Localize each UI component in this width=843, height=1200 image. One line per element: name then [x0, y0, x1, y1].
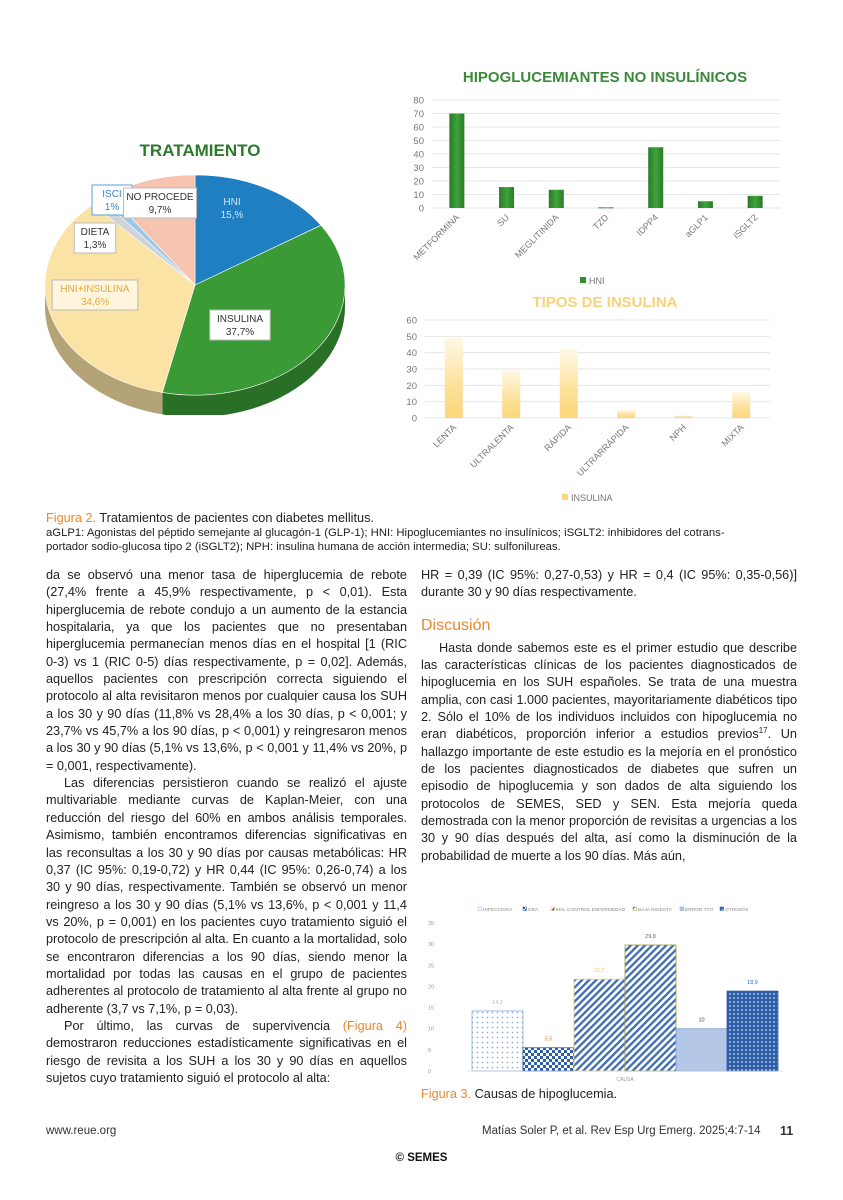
figure2-label: Figura 2.	[46, 511, 97, 525]
bar-gea	[523, 1048, 574, 1071]
pie-value-label: 1%	[104, 202, 120, 213]
pie-title: TRATAMIENTO	[139, 141, 261, 160]
legend-label: OTROS/NI	[725, 908, 749, 913]
y-tick-label: 20	[406, 380, 417, 392]
bar-nph	[675, 416, 693, 418]
y-tick-label: 50	[406, 331, 417, 343]
data-label: 21,7	[594, 968, 605, 975]
pie-value-label: 34,6%	[80, 297, 110, 308]
y-tick-label: 50	[413, 136, 424, 147]
y-tick-label: 0	[428, 1069, 432, 1075]
footer-citation: Matías Soler P, et al. Rev Esp Urg Emerg. 2025;4:7-14	[482, 1125, 761, 1137]
discussion-heading: Discusión	[421, 616, 491, 634]
x-tick-label: IDPP4	[634, 212, 661, 238]
y-tick-label: 10	[406, 397, 417, 409]
legend-label: ERROR TTO	[685, 908, 714, 913]
bar-baja-ingesta	[625, 945, 676, 1071]
data-label: 14,2	[492, 999, 503, 1006]
legend-swatch	[580, 277, 586, 283]
pie-value-label: 37,7%	[225, 327, 255, 338]
hni-chart-title: HIPOGLUCEMIANTES NO INSULÍNICOS	[462, 69, 748, 86]
legend-label: MAL CONTROL ENFERMEDAD	[556, 908, 626, 913]
legend-swatch	[633, 907, 637, 911]
y-tick-label: 5	[428, 1047, 432, 1054]
legend-label: INFECCIOSA	[483, 908, 513, 913]
y-tick-label: 35	[428, 921, 435, 927]
x-tick-label: SU	[495, 212, 511, 229]
figure2-note-line2: portador sodio-glucosa tipo 2 (iSGLT2); NPH: insulina humana de acción intermedia; SU: sulfonilureas.	[46, 541, 561, 553]
bar-aglp1	[698, 201, 713, 208]
p1-text-b: . Un hallazgo importante de este estudio es la mejoría en el pronóstico de los pacientes diagnosticados de diabetes que sufren un episodio de hipoglucemia y son dados de alta siguiendo los protocolos de SEMES, SED y SEN. Esta mejoría queda demostrada con la menor proporción de revisitas a urgencias a los 30 y 90 días después del alta, así como la disminución de la probabilidad de muerte a los 90 días. Más aún,	[421, 727, 797, 863]
left-paragraph-1: da se observó una menor tasa de hiperglucemia de rebote (27,4% frente a 45,9% respectivamente, p < 0,01). Esta hiperglucemia de rebote condujo a un aumento de la estancia hospitalaria, ya que los pacientes que no presentaban hiperglucemia permanecían menos días en el hospital [1 (RIC 0-3) vs 1 (RIC 0-5) días respectivamente, p = 0,02]. Además, aquellos pacientes con prescripción correcta siguiendo el protocolo al alta revisitaron menos por cualquier causa los SUH a los 30 y 90 días (11,8% vs 28,4% a los 30 días, p < 0,001; y 23,7% vs 45,7% a los 90 días, p < 0,001) y reingresaron menos a los 30 y 90 días (5,1% vs 13,6%, p < 0,001 y 11,4% vs 20%, p = 0,001, respectivamente).	[46, 568, 407, 773]
x-tick-label: iSGLT2	[731, 212, 760, 241]
pie-label: DIETA	[80, 227, 110, 238]
pie-label: ISCI	[102, 189, 122, 200]
x-tick-label: RÁPIDA	[542, 422, 574, 454]
pie-value-label: 1,3%	[83, 240, 107, 251]
bar-ultrarrápida	[617, 410, 635, 418]
figure3-title: Causas de hipoglucemia.	[474, 1087, 618, 1101]
legend-label: BAJA INGESTA	[638, 908, 672, 913]
bar-idpp4	[648, 147, 663, 208]
x-tick-label: MEGLITINIDA	[512, 212, 561, 261]
footer-website[interactable]: www.reue.org	[46, 1125, 117, 1137]
p1-text-a: Hasta donde sabemos este es el primer estudio que describe las características clínicas de los pacientes diagnosticados de hipoglucemia en los SUH españoles. Se trata de una muestra amplia, con casi 1.000 pacientes, mayoritariamente diabéticos tipo 2. Sólo el 10% de los individuos incluidos con hipoglucemia no eran diabéticos, proporción inferior a estudios previos	[421, 640, 797, 742]
p3-text-after: demostraron reducciones estadísticamente significativas en el riesgo de revisita a los SUH a los 30 y 90 días en aquellos sujetos cuyo tratamiento siguió el protocolo al alta:	[46, 1036, 407, 1085]
bar-infecciosa	[472, 1011, 523, 1071]
right-paragraph-1	[421, 640, 797, 865]
y-tick-label: 30	[428, 942, 435, 949]
figure3-label: Figura 3.	[421, 1087, 472, 1101]
y-tick-label: 15	[428, 1005, 435, 1012]
y-tick-label: 10	[413, 190, 424, 201]
pie-label: INSULINA	[216, 314, 264, 325]
legend-label: HNI	[589, 276, 605, 286]
legend-swatch	[562, 494, 568, 500]
page-number: 11	[780, 1124, 794, 1138]
bar-mal-control-enfermedad	[574, 979, 625, 1071]
bar-su	[499, 187, 514, 208]
x-tick-label: LENTA	[431, 422, 459, 450]
data-label: 10	[698, 1017, 705, 1024]
data-label: 18,9	[747, 980, 758, 987]
y-tick-label: 60	[406, 315, 417, 327]
legend-swatch	[551, 907, 555, 911]
legend-swatch	[680, 907, 684, 911]
y-tick-label: 60	[413, 122, 424, 134]
bar-metformina	[449, 114, 464, 209]
bar-mixta	[732, 392, 750, 418]
x-tick-label: ULTRARRÁPIDA	[574, 422, 631, 479]
y-tick-label: 20	[428, 984, 435, 991]
y-tick-label: 20	[413, 176, 424, 188]
footer-copyright: © SEMES	[395, 1152, 448, 1164]
legend-swatch	[478, 907, 482, 911]
y-tick-label: 70	[413, 109, 424, 120]
right-column	[421, 567, 797, 865]
x-axis-label: CAUSA	[616, 1077, 634, 1083]
x-tick-label: TZD	[590, 212, 611, 232]
bar-rápida	[560, 349, 578, 418]
figure2-caption	[46, 511, 806, 554]
treatment-pie-chart	[40, 135, 360, 415]
pie-value-label: 9,7%	[148, 205, 172, 216]
data-label: 29,8	[645, 933, 656, 940]
bar-tzd	[599, 207, 614, 208]
pie-label: NO PROCEDE	[126, 192, 194, 203]
x-tick-label: aGLP1	[682, 212, 710, 240]
pie-label: HNI+INSULINA	[60, 284, 130, 295]
y-tick-label: 0	[418, 203, 424, 215]
bar-otros-ni	[727, 991, 778, 1071]
figure4-link[interactable]: (Figura 4)	[342, 1018, 407, 1033]
x-tick-label: ULTRALENTA	[468, 422, 516, 470]
left-column	[46, 567, 407, 1087]
y-tick-label: 80	[413, 95, 424, 107]
x-tick-label: METFORMINA	[411, 212, 462, 263]
bar-isglt2	[748, 196, 763, 208]
legend-swatch	[523, 907, 527, 911]
insulin-bar-chart	[370, 290, 800, 510]
causes-bar-chart	[420, 900, 790, 1085]
right-paragraph-0: HR = 0,39 (IC 95%: 0,27-0,53) y HR = 0,4 (IC 95%: 0,35-0,56)] durante 30 y 90 días respectivamente.	[421, 568, 797, 600]
x-tick-label: MIXTA	[719, 422, 746, 449]
data-label: 5,5	[544, 1036, 553, 1043]
p3-text-before: Por último, las curvas de supervivencia	[64, 1018, 331, 1033]
figure2-note-line1: aGLP1: Agonistas del péptido semejante al glucagón-1 (GLP-1); HNI: Hipoglucemiantes no insulínicos; iSGLT2: inhibidores del cotrans-	[46, 527, 725, 539]
bar-ultralenta	[502, 371, 520, 418]
y-tick-label: 40	[413, 149, 424, 161]
pie-label: HNI	[223, 197, 241, 208]
x-tick-label: NPH	[667, 422, 689, 443]
y-tick-label: 10	[428, 1026, 435, 1033]
y-tick-label: 30	[413, 163, 424, 174]
bar-error-tto	[676, 1029, 727, 1071]
legend-label: GEA	[528, 908, 539, 913]
bar-meglitinida	[549, 190, 564, 208]
left-paragraph-2: Las diferencias persistieron cuando se realizó el ajuste multivariable mediante curvas de Kaplan-Meier, con una reducción del riesgo del 60% en ambos análisis temporales. Asimismo, también encontramos diferencias significativas en las reconsultas a los 30 y 90 días por causas metabólicas: HR 0,37 (IC 95%: 0,19-0,72) y HR 0,44 (IC 95%: 0,26-0,74) a los 30 y 90 días, respectivamente. También se observó un menor reingreso a los 30 y 90 días (5,1% vs 13,6%, p < 0,001 y 11,4 vs 20%, p = 0,001) en los pacientes cuyo tratamiento siguió el protocolo de prescripción al alta. En cuanto a la mortalidad, solo se encontraron diferencias a los 90 días, siendo menor la mortalidad por todas las causas en el grupo de pacientes adherentes al protocolo de tratamiento al alta frente al grupo no adherente (3,7 vs 7,1%, p = 0,03).	[46, 776, 407, 1016]
figure2-title: Tratamientos de pacientes con diabetes mellitus.	[99, 511, 374, 525]
hni-bar-chart	[370, 60, 800, 290]
y-tick-label: 0	[411, 413, 417, 425]
reference-17[interactable]: 17	[758, 726, 768, 736]
y-tick-label: 40	[406, 348, 417, 360]
y-tick-label: 30	[406, 364, 417, 376]
left-paragraph-3	[46, 1018, 407, 1087]
figure3-caption	[421, 1087, 617, 1102]
insulin-chart-title: TIPOS DE INSULINA	[532, 294, 678, 311]
y-tick-label: 25	[428, 963, 435, 970]
legend-swatch	[720, 907, 724, 911]
bar-lenta	[445, 338, 463, 418]
legend-label: INSULINA	[571, 493, 613, 503]
pie-value-label: 15,%	[220, 210, 244, 221]
